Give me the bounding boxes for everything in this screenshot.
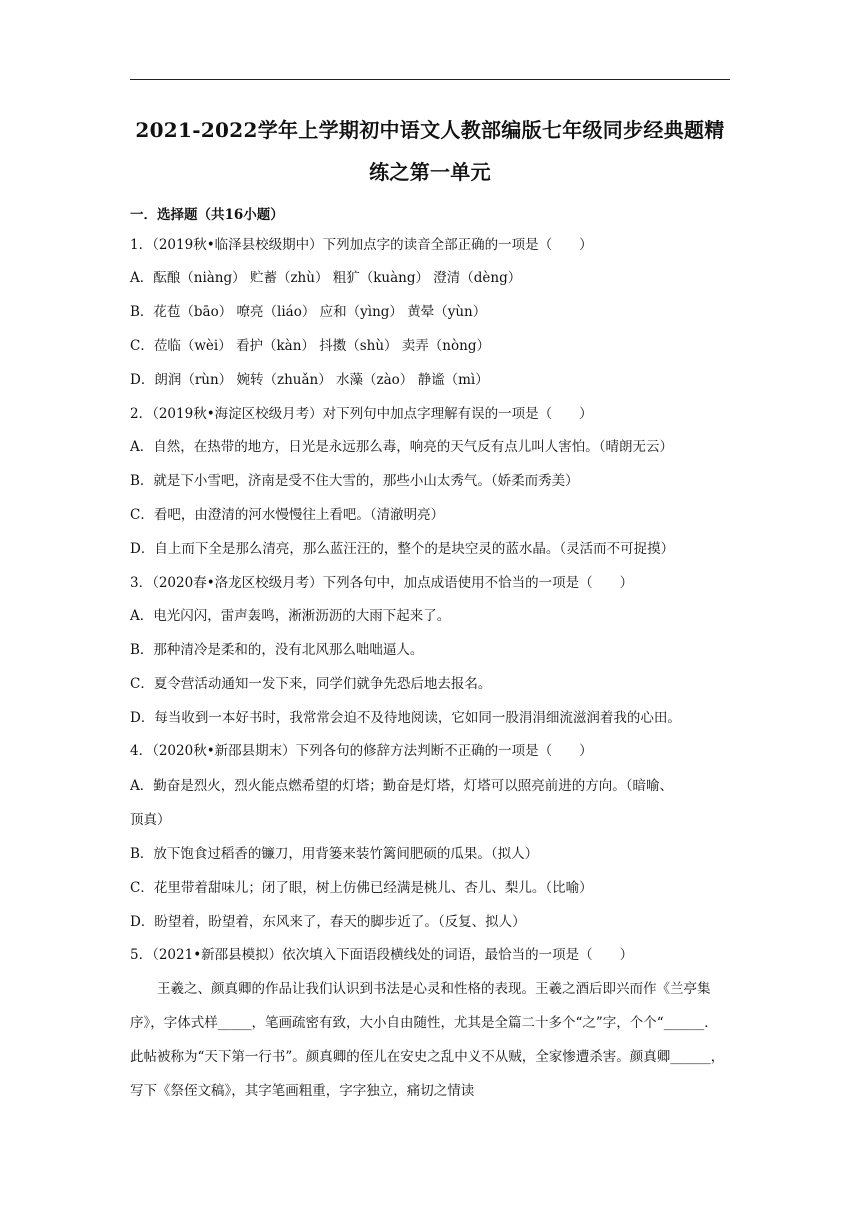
question-5-stem: 5．（2021•新邵县模拟）依次填入下面语段横线处的词语，最恰当的一项是（ ）: [130, 947, 634, 963]
question-4-option-b: B．放下饱食过稻香的镰刀，用背篓来装竹篱间肥硕的瓜果。（拟人）: [130, 846, 539, 862]
question-3-option-a: A．电光闪闪，雷声轰鸣，淅淅沥沥的大雨下起来了。: [130, 608, 451, 624]
question-2-option-c: C．看吧，由澄清的河水慢慢往上看吧。（清澈明亮）: [130, 507, 445, 523]
page-title-line-1: 2021-2022学年上学期初中语文人教部编版七年级同步经典题精: [135, 118, 725, 142]
question-4-option-d: D．盼望着，盼望着，东风来了，春天的脚步近了。（反复、拟人）: [130, 914, 526, 930]
question-3-option-d: D．每当收到一本好书时，我常常会迫不及待地阅读，它如同一股涓涓细流滋润着我的心田。: [130, 710, 681, 726]
question-1-option-a: A．酝酿（niàng） 贮蓄（zhù） 粗犷（kuàng） 澄清（dèng）: [130, 270, 522, 286]
question-4-option-c: C．花里带着甜味儿；闭了眼，树上仿佛已经满是桃儿、杏儿、梨儿。（比喻）: [130, 880, 593, 896]
header-rule: [130, 79, 730, 80]
question-3-option-c: C．夏令营活动通知一发下来，同学们就争先恐后地去报名。: [130, 676, 492, 692]
question-2-option-a: A．自然，在热带的地方，日光是永远那么毒，响亮的天气反有点儿叫人害怕。（晴朗无云）: [130, 439, 673, 455]
page-title-line-2: 练之第一单元: [369, 160, 491, 184]
section-heading: 一．选择题（共16小题）: [130, 207, 284, 223]
question-1-option-b: B．花苞（bāo） 嘹亮（liáo） 应和（yìng） 黄晕（yùn）: [130, 304, 487, 320]
question-4-option-a: A．勤奋是烈火，烈火能点燃希望的灯塔；勤奋是灯塔，灯塔可以照亮前进的方向。（暗喻、: [130, 778, 673, 794]
question-1-stem: 1．（2019秋•临泽县校级期中）下列加点字的读音全部正确的一项是（ ）: [130, 237, 593, 253]
question-5-passage-text: 王羲之、颜真卿的作品让我们认识到书法是心灵和性格的表现。王羲之酒后即兴而作《兰亭集序》，字体式样_____，笔画疏密有致，大小自由随性，尤其是全篇二十多个“之”字，个个“______．此帖被称为“天下第一行书”。颜真卿的侄儿在安史之乱中义不从贼，全家惨遭杀害。颜真卿______，写下《祭侄文稿》，其字笔画粗重，字字独立，痛切之情读: [130, 981, 725, 1099]
question-4-stem: 4．（2020秋•新邵县期末）下列各句的修辞方法判断不正确的一项是（ ）: [130, 743, 593, 759]
question-2-option-d: D．自上而下全是那么清亮，那么蓝汪汪的，整个的是块空灵的蓝水晶。（灵活而不可捉摸）: [130, 541, 675, 557]
question-2-stem: 2．（2019秋•海淀区校级月考）对下列句中加点字理解有误的一项是（ ）: [130, 406, 593, 422]
question-3-stem: 3．（2020春•洛龙区校级月考）下列各句中，加点成语使用不恰当的一项是（ ）: [130, 575, 634, 591]
question-2-option-b: B．就是下小雪吧，济南是受不住大雪的，那些小山太秀气。（娇柔而秀美）: [130, 473, 579, 489]
question-1-option-d: D．朗润（rùn） 婉转（zhuǎn） 水藻（zào） 静谧（mì）: [130, 372, 489, 388]
question-5-passage: [130, 972, 730, 1108]
question-4-option-a-continued: 顶真）: [130, 812, 171, 828]
question-1-option-c: C．莅临（wèi） 看护（kàn） 抖擞（shù） 卖弄（nòng）: [130, 338, 490, 354]
question-3-option-b: B．那种清冷是柔和的，没有北风那么咄咄逼人。: [130, 642, 424, 658]
